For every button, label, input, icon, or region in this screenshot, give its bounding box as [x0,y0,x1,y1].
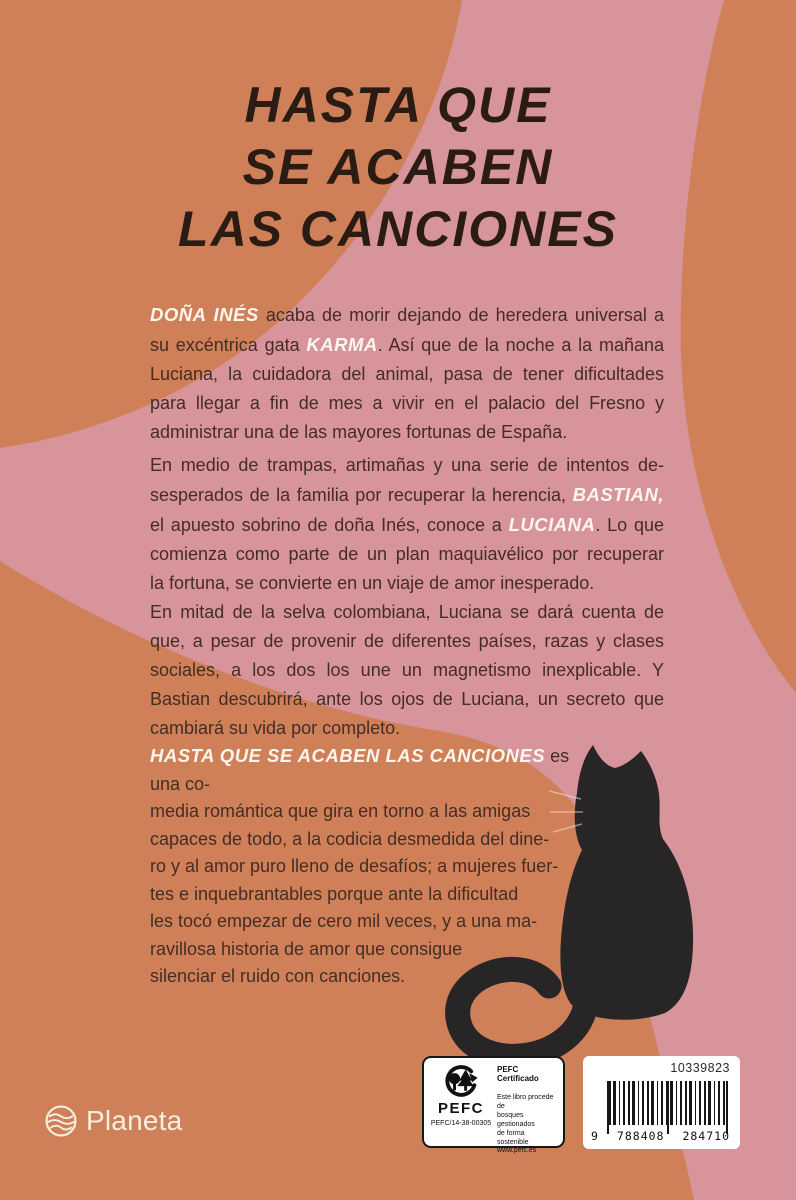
synopsis-line [150,330,664,360]
synopsis-line [150,714,664,743]
pefc-brand: PEFC [437,1100,484,1117]
pefc-description-line: de forma sostenible [497,1130,529,1146]
synopsis-line [150,936,574,964]
synopsis-line [150,963,574,991]
brush-highlight-text: BASTIAN, [572,484,664,505]
pefc-logo-block [430,1063,492,1142]
synopsis-text: su excéntrica gata [150,335,307,355]
sku-number: 10339823 [670,1061,730,1075]
synopsis-line [150,598,664,627]
synopsis-paragraph [150,300,664,447]
synopsis-line [150,300,664,330]
title-line-2: SE ACABEN [242,139,554,195]
pefc-heading: PEFC Certificado [497,1065,539,1083]
synopsis-line [150,540,664,569]
synopsis-text: En mitad de la selva colombiana, Luciana se dará cuenta de [150,602,664,622]
synopsis-line [150,480,664,510]
synopsis-line [150,451,664,480]
synopsis-text: . Así que de la noche a la mañana [377,335,664,355]
brush-highlight-text: DOÑA INÉS [150,304,259,325]
synopsis-line [150,656,664,685]
synopsis-line [150,360,664,389]
synopsis-text: En medio de trampas, artimañas y una serie de intentos de- [150,455,664,475]
synopsis-text: es una co- [150,746,570,794]
synopsis-line [150,908,574,936]
synopsis-paragraph [150,451,664,598]
brush-highlight-text: KARMA [306,334,378,355]
synopsis-text: que, a pesar de provenir de diferentes países, razas y clases [150,631,664,651]
synopsis-line [150,389,664,418]
brush-highlight-text: HASTA QUE SE ACABEN LAS CANCIONES [150,745,546,766]
publisher-logo [44,1104,182,1138]
synopsis-text: cambiará su vida por completo. [150,718,401,738]
brush-highlight-text: LUCIANA [508,514,596,535]
synopsis-line [150,569,664,598]
synopsis [150,0,710,1200]
barcode-guard-bar [726,1081,728,1134]
synopsis-text: comienza como parte de un plan maquiavélico por recuperar [150,544,664,564]
planeta-globe-icon [44,1104,78,1138]
synopsis-text: administrar una de las mayores fortunas de España. [150,422,568,442]
title-line-1: HASTA QUE [244,77,552,133]
publisher-wordmark: Planeta [86,1105,183,1136]
pefc-website: www.pefc.es [497,1147,537,1154]
synopsis-line [150,853,574,881]
synopsis-text: Luciana, la cuidadora del animal, pasa de tener dificultades [150,364,664,384]
isbn-digit-group: 788408 [616,1129,665,1143]
synopsis-line [150,826,574,854]
synopsis-text: la fortuna, se convierte en un viaje de amor inesperado. [150,573,595,593]
pefc-text-block [492,1063,557,1154]
synopsis-line [150,881,574,909]
synopsis-line [150,685,664,714]
pefc-description [497,1093,557,1147]
synopsis-line [150,742,574,798]
isbn-digit-group: 284710 [682,1129,730,1143]
synopsis-text: ro y al amor puro lleno de desafíos; a mujeres fuer- [150,856,559,876]
pefc-description-line: Este libro procede de [497,1094,554,1110]
synopsis-text: . Lo que [595,515,665,535]
pefc-description-line: bosques gestionados [497,1112,535,1128]
synopsis-text: para llegar a fin de mes a vivir en el palacio del Fresno y [150,393,664,413]
synopsis-line [150,510,664,540]
synopsis-text: tes e inquebrantables porque ante la dificultad [150,883,519,904]
synopsis-text: el apuesto sobrino de doña Inés, conoce a [150,515,509,535]
synopsis-text: ravillosa historia de amor que consigue [150,938,463,959]
barcode-guard-bar [667,1081,669,1134]
synopsis-text: silenciar el ruido con canciones. [150,966,406,986]
synopsis-text: sesperados de la familia por recuperar la herencia, [150,485,573,505]
pefc-trees-icon [439,1063,483,1100]
synopsis-text: media romántica que gira en torno a las amigas [150,801,531,821]
synopsis-text: Bastian descubrirá, ante los ojos de Luciana, un secreto que [150,689,664,709]
barcode-label [583,1056,740,1149]
synopsis-text: acaba de morir dejando de heredera universal a [258,305,664,325]
pefc-certification-box [422,1056,565,1154]
synopsis-text: capaces de todo, a la codicia desmedida del dine- [150,828,550,849]
title-line-3: LAS CANCIONES [178,201,618,257]
synopsis-line [150,798,574,826]
synopsis-text: sociales, a los dos los une un magnetismo inexplicable. Y [150,660,664,680]
synopsis-line [150,627,664,656]
synopsis-paragraph [150,742,574,991]
synopsis-paragraph [150,598,664,743]
synopsis-line [150,418,664,447]
isbn-digits [591,1129,730,1143]
pefc-license-number: PEFC/14-38-00305 [430,1120,492,1127]
barcode-guard-bar [607,1081,609,1134]
isbn-digit-group: 9 [591,1129,599,1143]
synopsis-text: les tocó empezar de cero mil veces, y a una ma- [150,911,538,931]
